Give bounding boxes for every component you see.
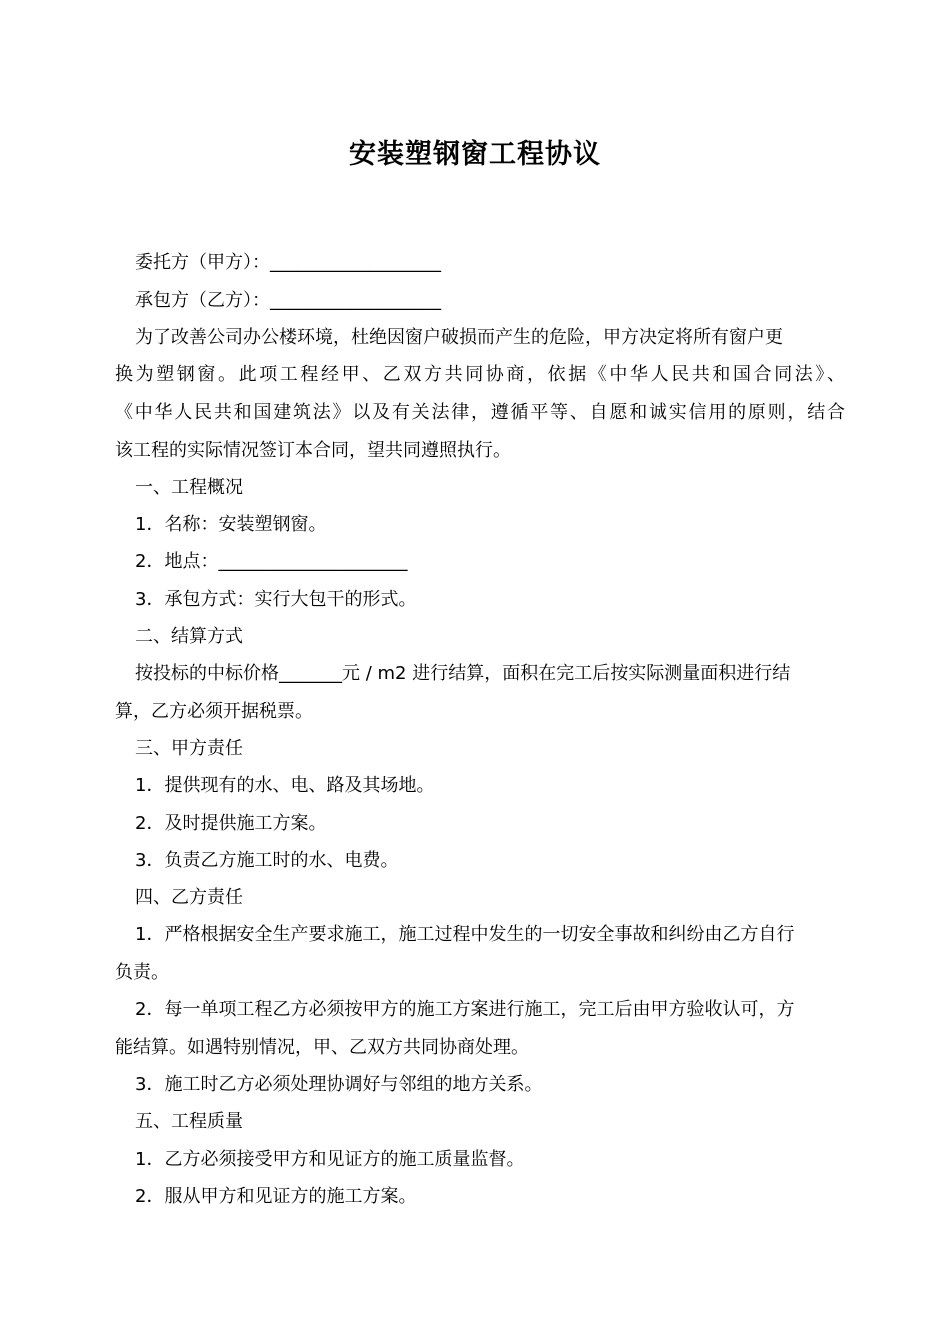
list-item: 1．乙方必须接受甲方和见证方的施工质量监督。 bbox=[135, 1149, 525, 1170]
settlement-paragraph-line: 按投标的中标价格_______元 / m2 进行结算，面积在完工后按实际测量面积进行结 bbox=[135, 663, 791, 684]
section-heading: 五、工程质量 bbox=[135, 1111, 243, 1132]
section-heading: 四、乙方责任 bbox=[135, 887, 243, 908]
section-heading: 三、甲方责任 bbox=[135, 738, 243, 759]
list-item: 1．提供现有的水、电、路及其场地。 bbox=[135, 775, 435, 796]
list-item: 2．每一单项工程乙方必须按甲方的施工方案进行施工，完工后由甲方验收认可，方 bbox=[135, 999, 795, 1020]
document-title: 安装塑钢窗工程协议 bbox=[349, 139, 601, 170]
intro-paragraph-line: 《中华人民共和国建筑法》以及有关法律，遵循平等、自愿和诚实信用的原则，结合 bbox=[115, 402, 845, 423]
list-item: 1．严格根据安全生产要求施工，施工过程中发生的一切安全事故和纠纷由乙方自行 bbox=[135, 924, 795, 945]
list-item: 3．负责乙方施工时的水、电费。 bbox=[135, 850, 399, 871]
section-heading: 二、结算方式 bbox=[135, 626, 243, 647]
list-item: 2．地点：_____________________ bbox=[135, 551, 408, 572]
list-item: 2．服从甲方和见证方的施工方案。 bbox=[135, 1186, 417, 1207]
list-item: 3．施工时乙方必须处理协调好与邻组的地方关系。 bbox=[135, 1074, 543, 1095]
intro-paragraph-line: 为了改善公司办公楼环境，杜绝因窗户破损而产生的危险，甲方决定将所有窗户更 bbox=[135, 327, 783, 348]
intro-paragraph-line: 该工程的实际情况签订本合同，望共同遵照执行。 bbox=[115, 440, 511, 461]
party-a-line: 委托方（甲方）：___________________ bbox=[135, 252, 441, 273]
list-item: 1．名称：安装塑钢窗。 bbox=[135, 514, 327, 535]
settlement-paragraph-line: 算，乙方必须开据税票。 bbox=[115, 701, 313, 722]
list-item: 负责。 bbox=[115, 962, 169, 983]
list-item: 2．及时提供施工方案。 bbox=[135, 813, 327, 834]
intro-paragraph-line: 换为塑钢窗。此项工程经甲、乙双方共同协商，依据《中华人民共和国合同法》、 bbox=[115, 364, 845, 385]
list-item: 3．承包方式：实行大包干的形式。 bbox=[135, 589, 417, 610]
party-b-line: 承包方（乙方）：___________________ bbox=[135, 290, 441, 311]
section-heading: 一、工程概况 bbox=[135, 477, 243, 498]
list-item: 能结算。如遇特别情况，甲、乙双方共同协商处理。 bbox=[115, 1037, 529, 1058]
